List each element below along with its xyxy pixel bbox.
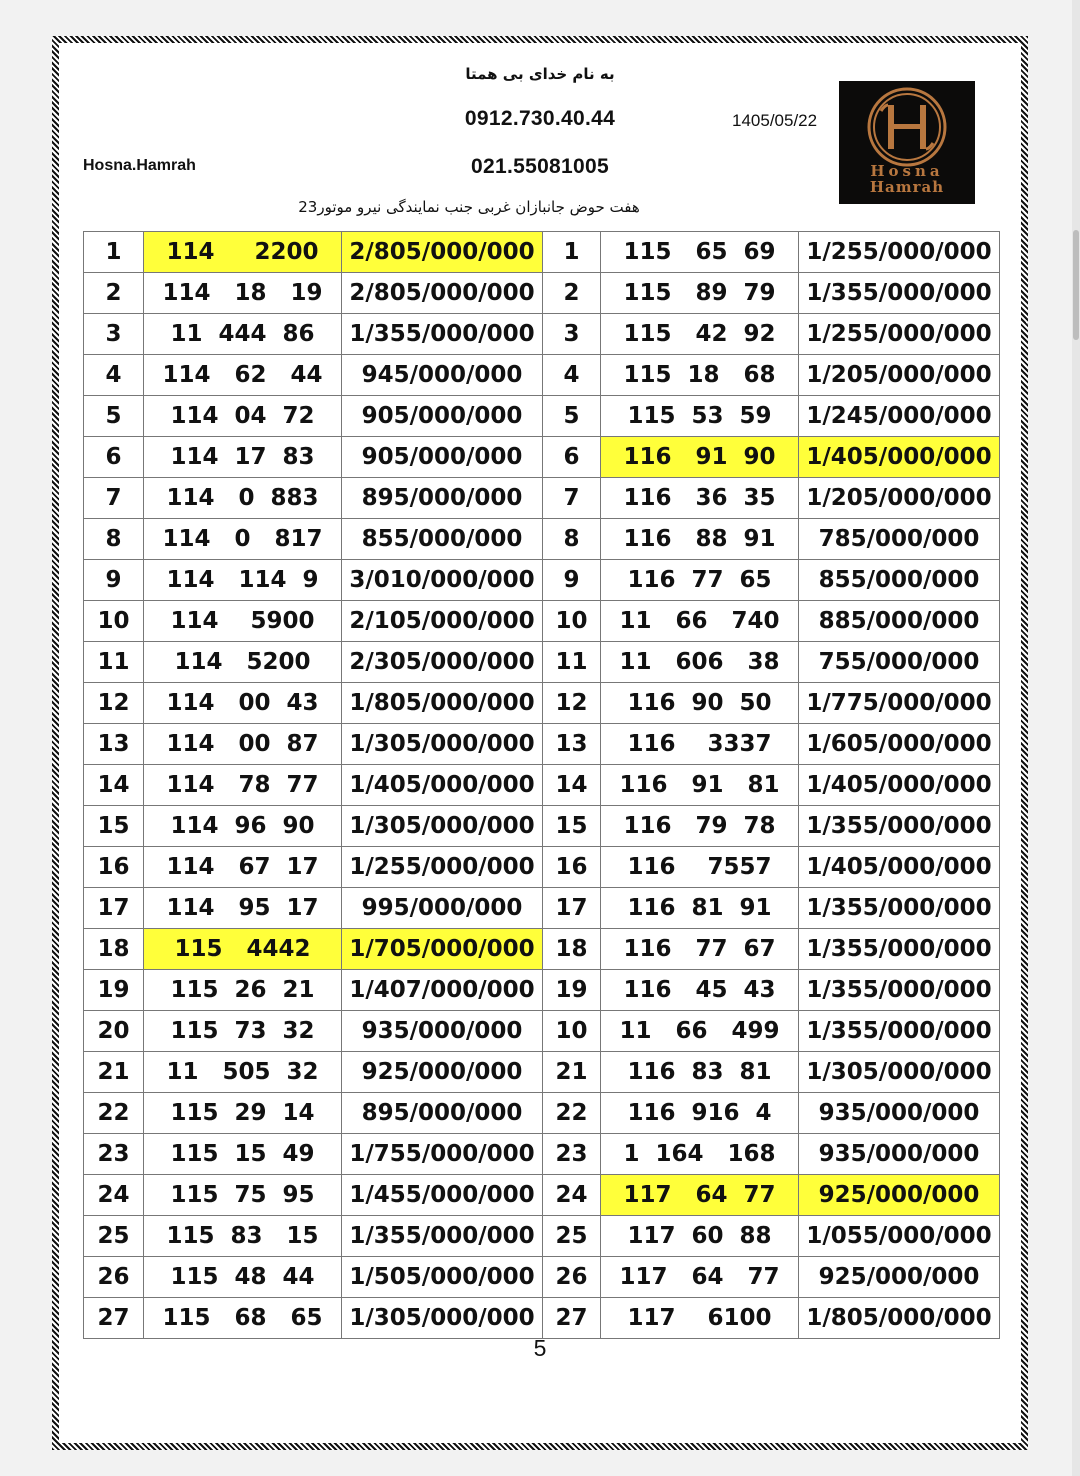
row-index-left: 18: [84, 929, 144, 970]
phone-number-left: 114 00 87: [144, 724, 342, 765]
price-left: 1/305/000/000: [342, 724, 543, 765]
phone-number-left: 115 83 15: [144, 1216, 342, 1257]
price-right: 1/355/000/000: [799, 1011, 1000, 1052]
table-row: [84, 1052, 1000, 1093]
row-index-left: 5: [84, 396, 144, 437]
table-row: [84, 1257, 1000, 1298]
address-subtitle: هفت حوض جانبازان غربی جنب نمایندگی نیرو موتور23: [298, 198, 640, 216]
row-index-left: 3: [84, 314, 144, 355]
row-index-left: 10: [84, 601, 144, 642]
phone-number-right: 116 77 67: [601, 929, 799, 970]
row-index-right: 27: [543, 1298, 601, 1339]
price-right: 1/205/000/000: [799, 478, 1000, 519]
price-right: 855/000/000: [799, 560, 1000, 601]
phone-number-right: 116 88 91: [601, 519, 799, 560]
price-right: 1/405/000/000: [799, 847, 1000, 888]
price-right: 1/245/000/000: [799, 396, 1000, 437]
price-right: 1/355/000/000: [799, 929, 1000, 970]
row-index-left: 15: [84, 806, 144, 847]
phone-number-right: 116 77 65: [601, 560, 799, 601]
row-index-left: 17: [84, 888, 144, 929]
phone-number-right: 115 42 92: [601, 314, 799, 355]
price-right: 1/255/000/000: [799, 314, 1000, 355]
price-left: 1/405/000/000: [342, 765, 543, 806]
row-index-right: 10: [543, 601, 601, 642]
table-row: [84, 1134, 1000, 1175]
phone-number-left: 114 67 17: [144, 847, 342, 888]
price-right: 1/305/000/000: [799, 1052, 1000, 1093]
row-index-left: 25: [84, 1216, 144, 1257]
table-row: [84, 396, 1000, 437]
price-right: 1/255/000/000: [799, 232, 1000, 273]
price-right: 1/775/000/000: [799, 683, 1000, 724]
price-right: 785/000/000: [799, 519, 1000, 560]
phone-number-left: 114 0 883: [144, 478, 342, 519]
phone-number-right: 115 65 69: [601, 232, 799, 273]
phone-number-left: 114 17 83: [144, 437, 342, 478]
page-number: 5: [533, 1335, 547, 1361]
row-index-right: 19: [543, 970, 601, 1011]
table-row: [84, 765, 1000, 806]
row-index-left: 14: [84, 765, 144, 806]
price-left: 1/705/000/000: [342, 929, 543, 970]
price-left: 935/000/000: [342, 1011, 543, 1052]
logo-text-hosna: Hosna: [870, 162, 944, 180]
price-right: 1/055/000/000: [799, 1216, 1000, 1257]
number-price-table: [83, 231, 1000, 1339]
price-left: 1/305/000/000: [342, 1298, 543, 1339]
table-row: [84, 601, 1000, 642]
price-left: 2/105/000/000: [342, 601, 543, 642]
row-index-left: 24: [84, 1175, 144, 1216]
row-index-right: 9: [543, 560, 601, 601]
table-row: [84, 970, 1000, 1011]
price-right: 755/000/000: [799, 642, 1000, 683]
document-sheet: [52, 36, 1028, 1450]
phone-number-left: 114 96 90: [144, 806, 342, 847]
phone-number-left: 11 505 32: [144, 1052, 342, 1093]
price-right: 935/000/000: [799, 1093, 1000, 1134]
row-index-right: 10: [543, 1011, 601, 1052]
price-right: 935/000/000: [799, 1134, 1000, 1175]
phone-number-left: 115 29 14: [144, 1093, 342, 1134]
phone-number-left: 114 00 43: [144, 683, 342, 724]
price-left: 895/000/000: [342, 478, 543, 519]
price-left: 1/455/000/000: [342, 1175, 543, 1216]
row-index-left: 6: [84, 437, 144, 478]
phone-landline: 021.55081005: [471, 155, 609, 178]
table-row: [84, 560, 1000, 601]
row-index-left: 13: [84, 724, 144, 765]
price-left: 905/000/000: [342, 396, 543, 437]
phone-number-right: 116 79 78: [601, 806, 799, 847]
table-row: [84, 232, 1000, 273]
row-index-right: 14: [543, 765, 601, 806]
price-right: 1/605/000/000: [799, 724, 1000, 765]
price-left: 1/505/000/000: [342, 1257, 543, 1298]
row-index-right: 2: [543, 273, 601, 314]
table-row: [84, 1175, 1000, 1216]
row-index-left: 27: [84, 1298, 144, 1339]
price-right: 1/355/000/000: [799, 273, 1000, 314]
table-row: [84, 929, 1000, 970]
row-index-right: 17: [543, 888, 601, 929]
row-index-right: 21: [543, 1052, 601, 1093]
row-index-right: 6: [543, 437, 601, 478]
price-right: 1/205/000/000: [799, 355, 1000, 396]
row-index-left: 9: [84, 560, 144, 601]
price-left: 2/805/000/000: [342, 232, 543, 273]
brand-name: Hosna.Hamrah: [83, 157, 196, 174]
phone-number-left: 114 5900: [144, 601, 342, 642]
date: 1405/05/22: [732, 111, 818, 130]
table-row: [84, 683, 1000, 724]
row-index-left: 21: [84, 1052, 144, 1093]
table-row: [84, 355, 1000, 396]
row-index-right: 7: [543, 478, 601, 519]
row-index-right: 23: [543, 1134, 601, 1175]
row-index-right: 24: [543, 1175, 601, 1216]
phone-number-left: 115 68 65: [144, 1298, 342, 1339]
phone-number-right: 115 53 59: [601, 396, 799, 437]
row-index-right: 26: [543, 1257, 601, 1298]
price-right: 1/405/000/000: [799, 765, 1000, 806]
price-left: 2/305/000/000: [342, 642, 543, 683]
table-row: [84, 847, 1000, 888]
table-row: [84, 642, 1000, 683]
row-index-left: 22: [84, 1093, 144, 1134]
table-row: [84, 1216, 1000, 1257]
phone-number-right: 116 83 81: [601, 1052, 799, 1093]
phone-number-left: 11 444 86: [144, 314, 342, 355]
price-left: 895/000/000: [342, 1093, 543, 1134]
price-right: 1/355/000/000: [799, 888, 1000, 929]
price-right: 885/000/000: [799, 601, 1000, 642]
phone-number-left: 115 4442: [144, 929, 342, 970]
table-row: [84, 437, 1000, 478]
table-row: [84, 273, 1000, 314]
row-index-left: 20: [84, 1011, 144, 1052]
row-index-left: 26: [84, 1257, 144, 1298]
phone-number-right: 116 916 4: [601, 1093, 799, 1134]
price-right: 925/000/000: [799, 1257, 1000, 1298]
phone-number-left: 114 0 817: [144, 519, 342, 560]
row-index-right: 13: [543, 724, 601, 765]
price-left: 1/305/000/000: [342, 806, 543, 847]
row-index-left: 12: [84, 683, 144, 724]
row-index-left: 7: [84, 478, 144, 519]
phone-number-right: 11 606 38: [601, 642, 799, 683]
phone-number-right: 116 7557: [601, 847, 799, 888]
price-right: 1/805/000/000: [799, 1298, 1000, 1339]
row-index-right: 8: [543, 519, 601, 560]
table-row: [84, 314, 1000, 355]
row-index-left: 4: [84, 355, 144, 396]
phone-number-right: 11 66 499: [601, 1011, 799, 1052]
phone-number-right: 116 91 90: [601, 437, 799, 478]
phone-number-right: 116 45 43: [601, 970, 799, 1011]
phone-number-left: 114 04 72: [144, 396, 342, 437]
table-row: [84, 1298, 1000, 1339]
row-index-right: 25: [543, 1216, 601, 1257]
phone-number-right: 116 90 50: [601, 683, 799, 724]
phone-number-left: 114 2200: [144, 232, 342, 273]
price-left: 3/010/000/000: [342, 560, 543, 601]
row-index-left: 16: [84, 847, 144, 888]
phone-number-right: 11 66 740: [601, 601, 799, 642]
page-scrollbar[interactable]: [1072, 0, 1080, 1476]
price-left: 925/000/000: [342, 1052, 543, 1093]
phone-number-left: 114 5200: [144, 642, 342, 683]
phone-number-right: 115 89 79: [601, 273, 799, 314]
table-row: [84, 519, 1000, 560]
price-right: 1/355/000/000: [799, 970, 1000, 1011]
row-index-right: 12: [543, 683, 601, 724]
price-right: 1/355/000/000: [799, 806, 1000, 847]
table-row: [84, 806, 1000, 847]
logo-text-hamrah: Hamrah: [869, 178, 945, 196]
row-index-left: 1: [84, 232, 144, 273]
phone-number-right: 117 60 88: [601, 1216, 799, 1257]
price-right: 1/405/000/000: [799, 437, 1000, 478]
phone-number-left: 114 18 19: [144, 273, 342, 314]
phone-number-right: 117 64 77: [601, 1257, 799, 1298]
phone-number-left: 115 75 95: [144, 1175, 342, 1216]
phone-mobile: 0912.730.40.44: [464, 107, 616, 130]
phone-number-left: 115 73 32: [144, 1011, 342, 1052]
scrollbar-thumb[interactable]: [1073, 230, 1079, 340]
row-index-right: 3: [543, 314, 601, 355]
table-row: [84, 888, 1000, 929]
phone-number-right: 116 81 91: [601, 888, 799, 929]
row-index-right: 16: [543, 847, 601, 888]
row-index-right: 1: [543, 232, 601, 273]
phone-number-right: 116 3337: [601, 724, 799, 765]
brand-logo: [839, 81, 975, 204]
price-left: 945/000/000: [342, 355, 543, 396]
price-left: 995/000/000: [342, 888, 543, 929]
price-left: 1/255/000/000: [342, 847, 543, 888]
phone-number-right: 115 18 68: [601, 355, 799, 396]
table-row: [84, 1093, 1000, 1134]
table-body: [84, 232, 1000, 1339]
phone-number-right: 116 91 81: [601, 765, 799, 806]
price-left: 1/355/000/000: [342, 1216, 543, 1257]
phone-number-left: 114 95 17: [144, 888, 342, 929]
row-index-left: 2: [84, 273, 144, 314]
row-index-left: 11: [84, 642, 144, 683]
phone-number-right: 116 36 35: [601, 478, 799, 519]
price-left: 905/000/000: [342, 437, 543, 478]
price-left: 1/355/000/000: [342, 314, 543, 355]
table-row: [84, 1011, 1000, 1052]
phone-number-left: 115 26 21: [144, 970, 342, 1011]
phone-number-right: 117 6100: [601, 1298, 799, 1339]
row-index-right: 11: [543, 642, 601, 683]
phone-number-left: 115 15 49: [144, 1134, 342, 1175]
price-left: 1/407/000/000: [342, 970, 543, 1011]
page-title: به نام خدای بی همتا: [465, 65, 615, 83]
price-left: 855/000/000: [342, 519, 543, 560]
phone-number-right: 1 164 168: [601, 1134, 799, 1175]
row-index-left: 8: [84, 519, 144, 560]
row-index-left: 19: [84, 970, 144, 1011]
row-index-right: 22: [543, 1093, 601, 1134]
phone-number-right: 117 64 77: [601, 1175, 799, 1216]
row-index-right: 18: [543, 929, 601, 970]
price-left: 1/805/000/000: [342, 683, 543, 724]
phone-number-left: 115 48 44: [144, 1257, 342, 1298]
table-row: [84, 724, 1000, 765]
row-index-left: 23: [84, 1134, 144, 1175]
row-index-right: 15: [543, 806, 601, 847]
price-right: 925/000/000: [799, 1175, 1000, 1216]
price-left: 2/805/000/000: [342, 273, 543, 314]
table-row: [84, 478, 1000, 519]
phone-number-left: 114 62 44: [144, 355, 342, 396]
phone-number-left: 114 78 77: [144, 765, 342, 806]
price-left: 1/755/000/000: [342, 1134, 543, 1175]
phone-number-left: 114 114 9: [144, 560, 342, 601]
row-index-right: 4: [543, 355, 601, 396]
row-index-right: 5: [543, 396, 601, 437]
